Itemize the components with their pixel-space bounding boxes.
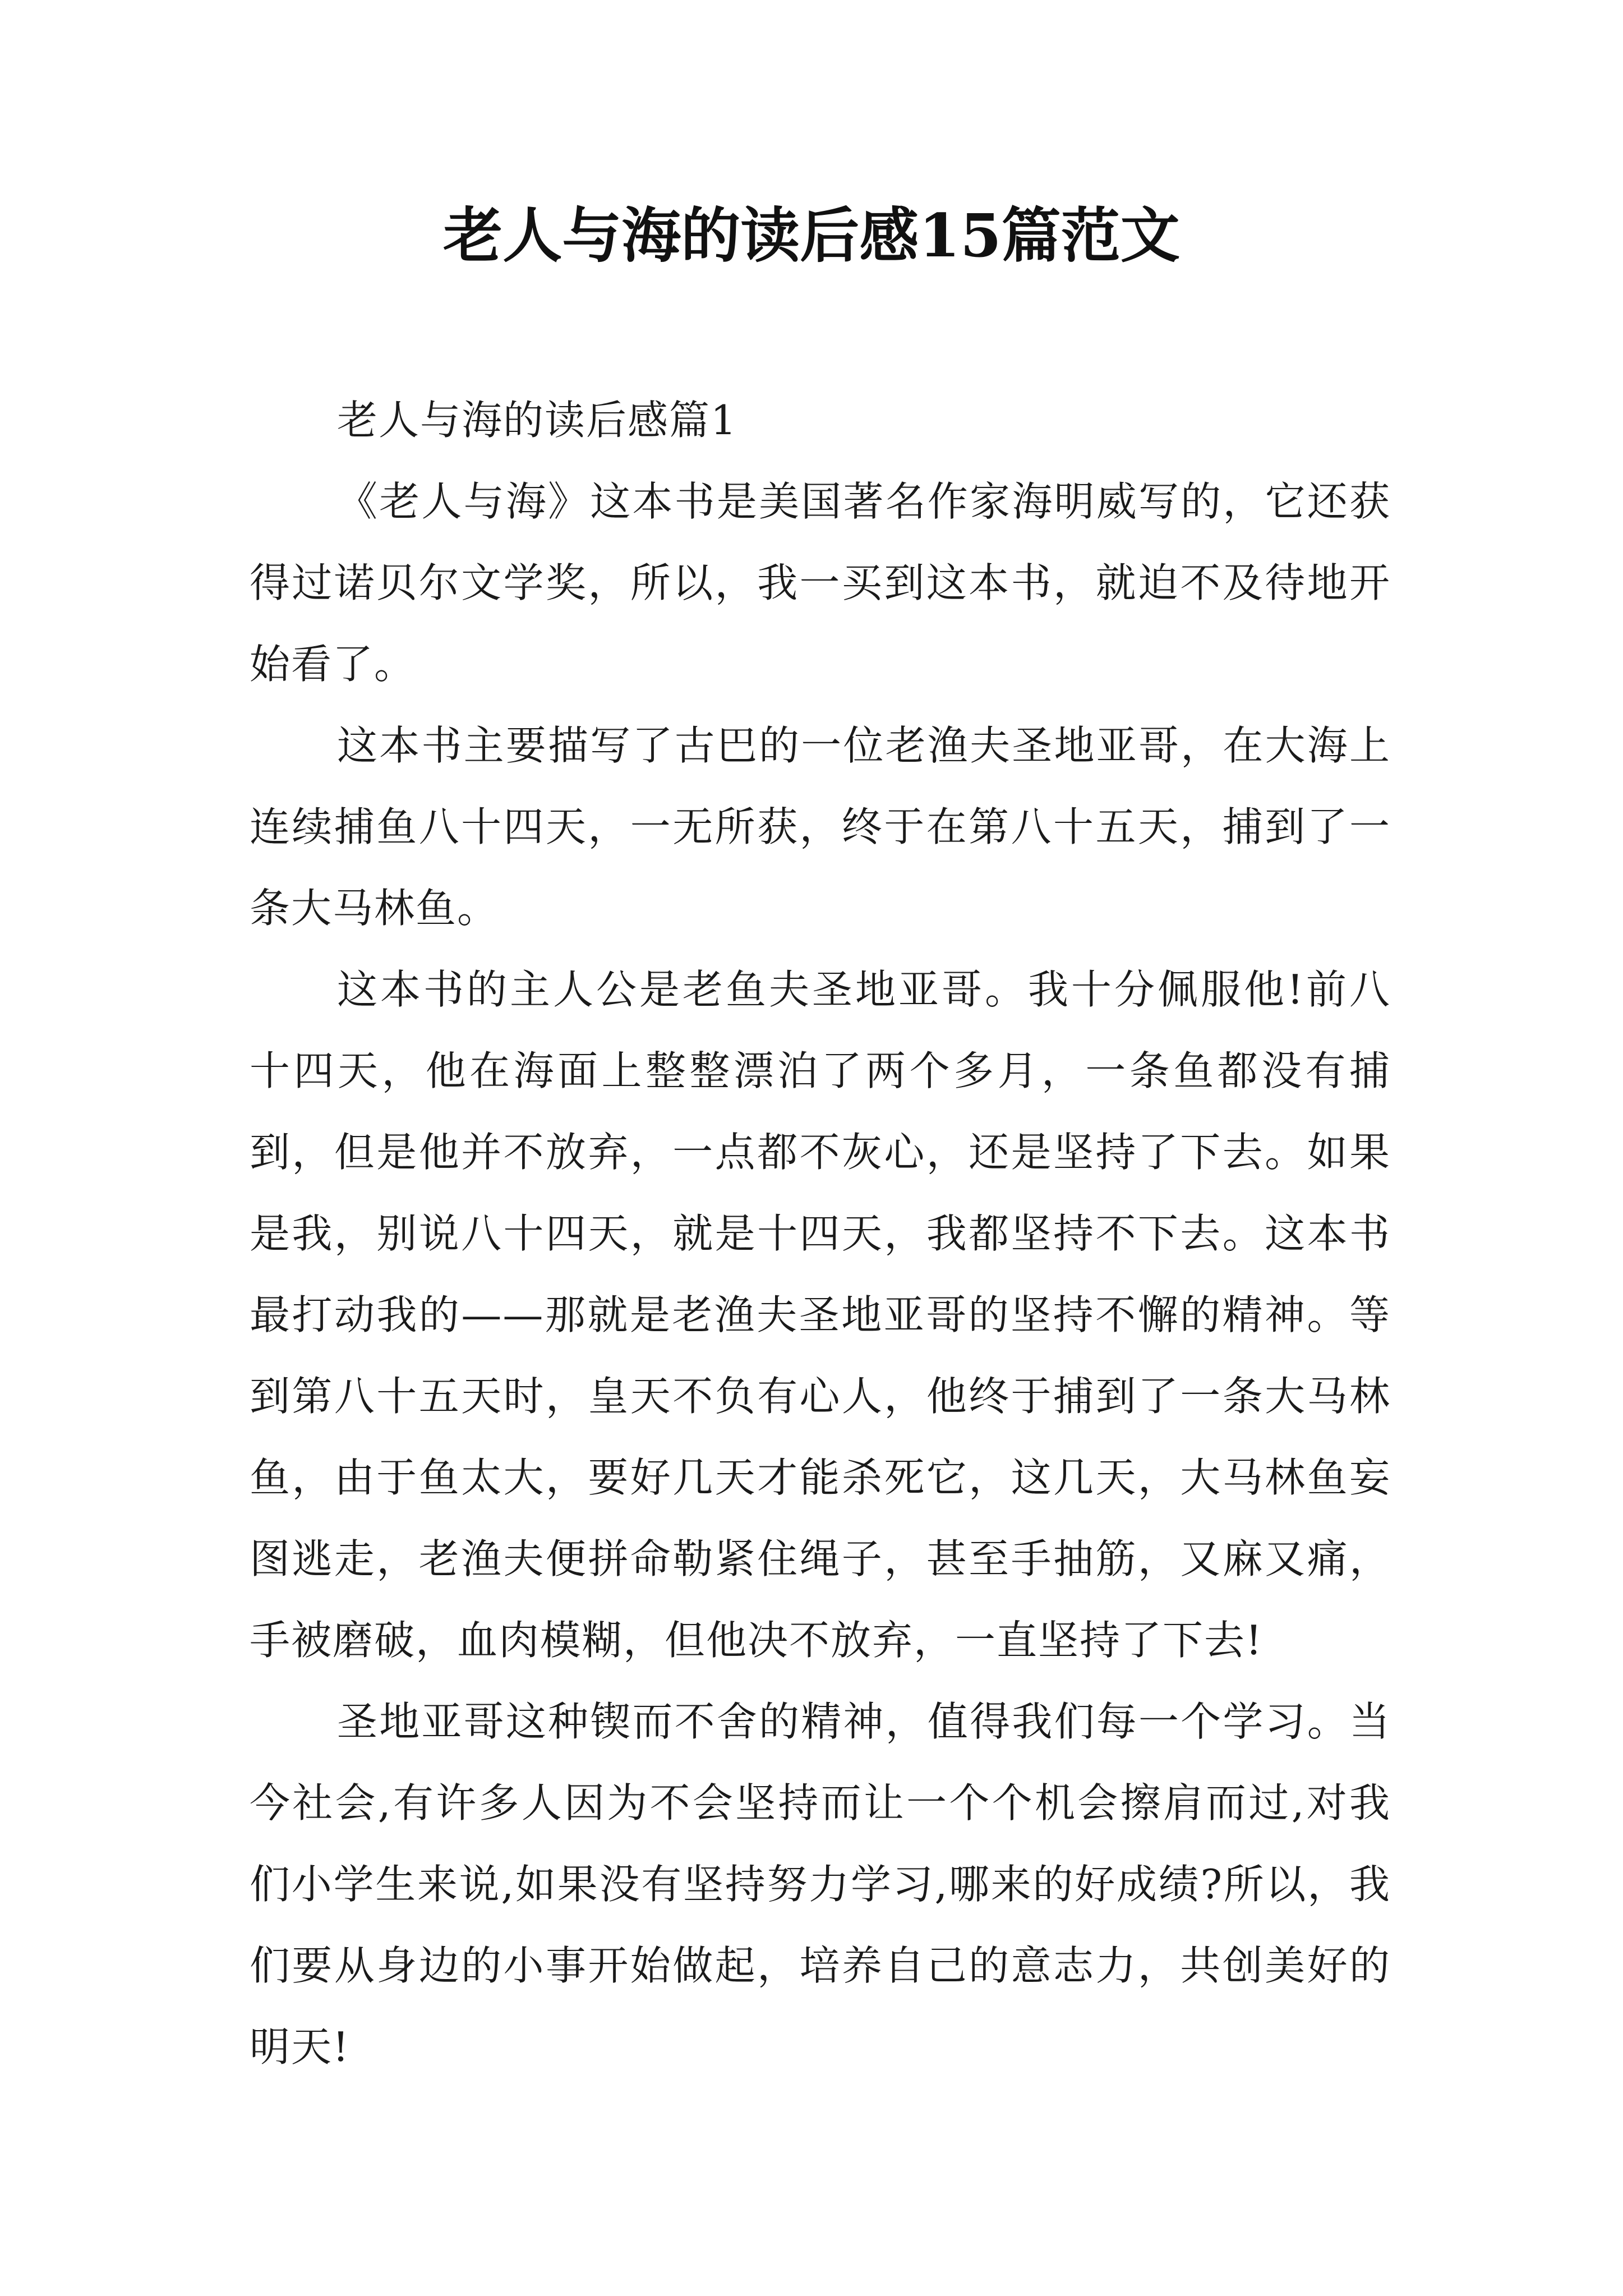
section-heading: 老人与海的读后感篇1 <box>337 397 737 444</box>
paragraph-4: 圣地亚哥这种锲而不舍的精神，值得我们每一个学习。当今社会,有许多人因为不会坚持而让一个个机会擦肩而过,对我们小学生来说,如果没有坚持努力学习,哪来的好成绩?所以，我们要从身边的小事开始做起，培养自己的意志力，共创美好的明天! <box>250 1698 1391 2070</box>
document-title: 老人与海的读后感15篇范文 <box>443 200 1180 270</box>
paragraph-3: 这本书的主人公是老鱼夫圣地亚哥。我十分佩服他!前八十四天，他在海面上整整漂泊了两个多月，一条鱼都没有捕到，但是他并不放弃，一点都不灰心，还是坚持了下去。如果是我，别说八十四天，就是十四天，我都坚持不下去。这本书最打动我的——那就是老渔夫圣地亚哥的坚持不懈的精神。等到第八十五天时，皇天不负有心人，他终于捕到了一条大马林鱼，由于鱼太大，要好几天才能杀死它，这几天，大马林鱼妄图逃走，老渔夫便拼命勒紧住绳子，甚至手抽筋，又麻又痛，手被磨破，血肉模糊，但他决不放弃，一直坚持了下去! <box>250 966 1391 1664</box>
document-body <box>250 380 1391 2088</box>
paragraph-1: 《老人与海》这本书是美国著名作家海明威写的，它还获得过诺贝尔文学奖，所以，我一买到这本书，就迫不及待地开始看了。 <box>250 478 1391 688</box>
paragraph-2: 这本书主要描写了古巴的一位老渔夫圣地亚哥，在大海上连续捕鱼八十四天，一无所获，终于在第八十五天，捕到了一条大马林鱼。 <box>250 722 1391 932</box>
